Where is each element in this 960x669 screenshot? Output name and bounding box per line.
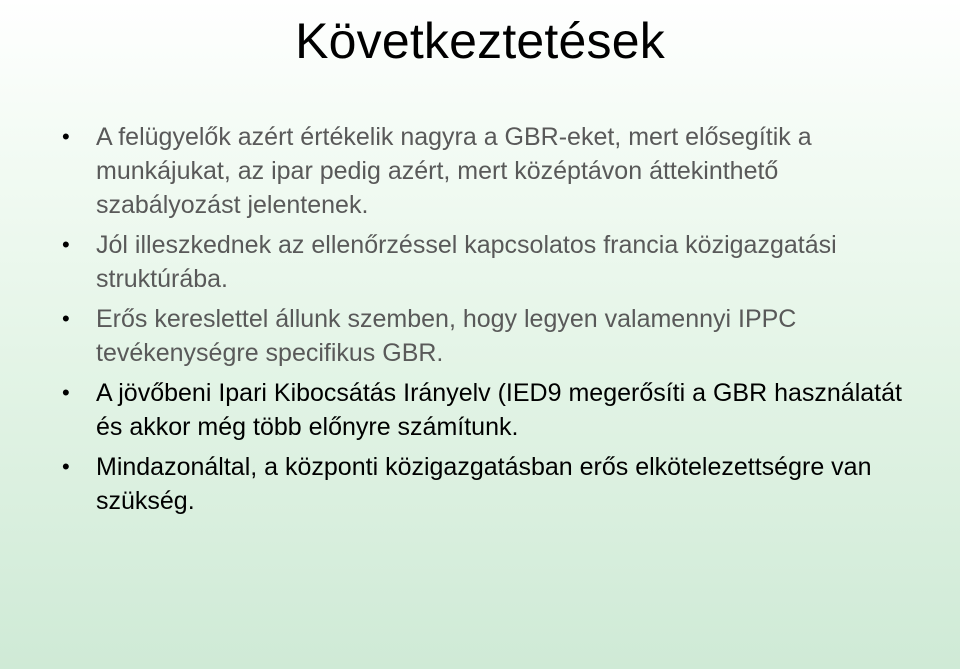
- bullet-text-3: Erős kereslettel állunk szemben, hogy legyen valamennyi IPPC tevékenységre specifikus GBR.: [96, 305, 797, 367]
- bullet-item-3: [62, 302, 922, 370]
- bullet-item-4: [62, 376, 922, 444]
- bullet-text-5: Mindazonáltal, a központi közigazgatásban erős elkötelezettségre van szükség.: [96, 453, 872, 515]
- bullet-item-1: [62, 120, 922, 222]
- bullet-text-4: A jövőbeni Ipari Kibocsátás Irányelv (IED9 megerősíti a GBR használatát és akkor még több előnyre számítunk.: [96, 379, 902, 441]
- bullet-item-5: [62, 450, 922, 518]
- bullet-dot-icon: •: [62, 380, 70, 405]
- bullet-text-1: A felügyelők azért értékelik nagyra a GBR-eket, mert elősegítik a munkájukat, az ipar pedig azért, mert középtávon áttekinthető szabályozást jelentenek.: [96, 123, 812, 219]
- bullet-dot-icon: •: [62, 232, 70, 257]
- bullet-text-2: Jól illeszkednek az ellenőrzéssel kapcsolatos francia közigazgatási struktúrába.: [96, 231, 837, 293]
- bullet-item-2: [62, 228, 922, 296]
- bullet-list: [62, 120, 922, 524]
- bullet-dot-icon: •: [62, 306, 70, 331]
- slide-title: Következtetések: [295, 13, 665, 69]
- bullet-dot-icon: •: [62, 454, 70, 479]
- bullet-dot-icon: •: [62, 124, 70, 149]
